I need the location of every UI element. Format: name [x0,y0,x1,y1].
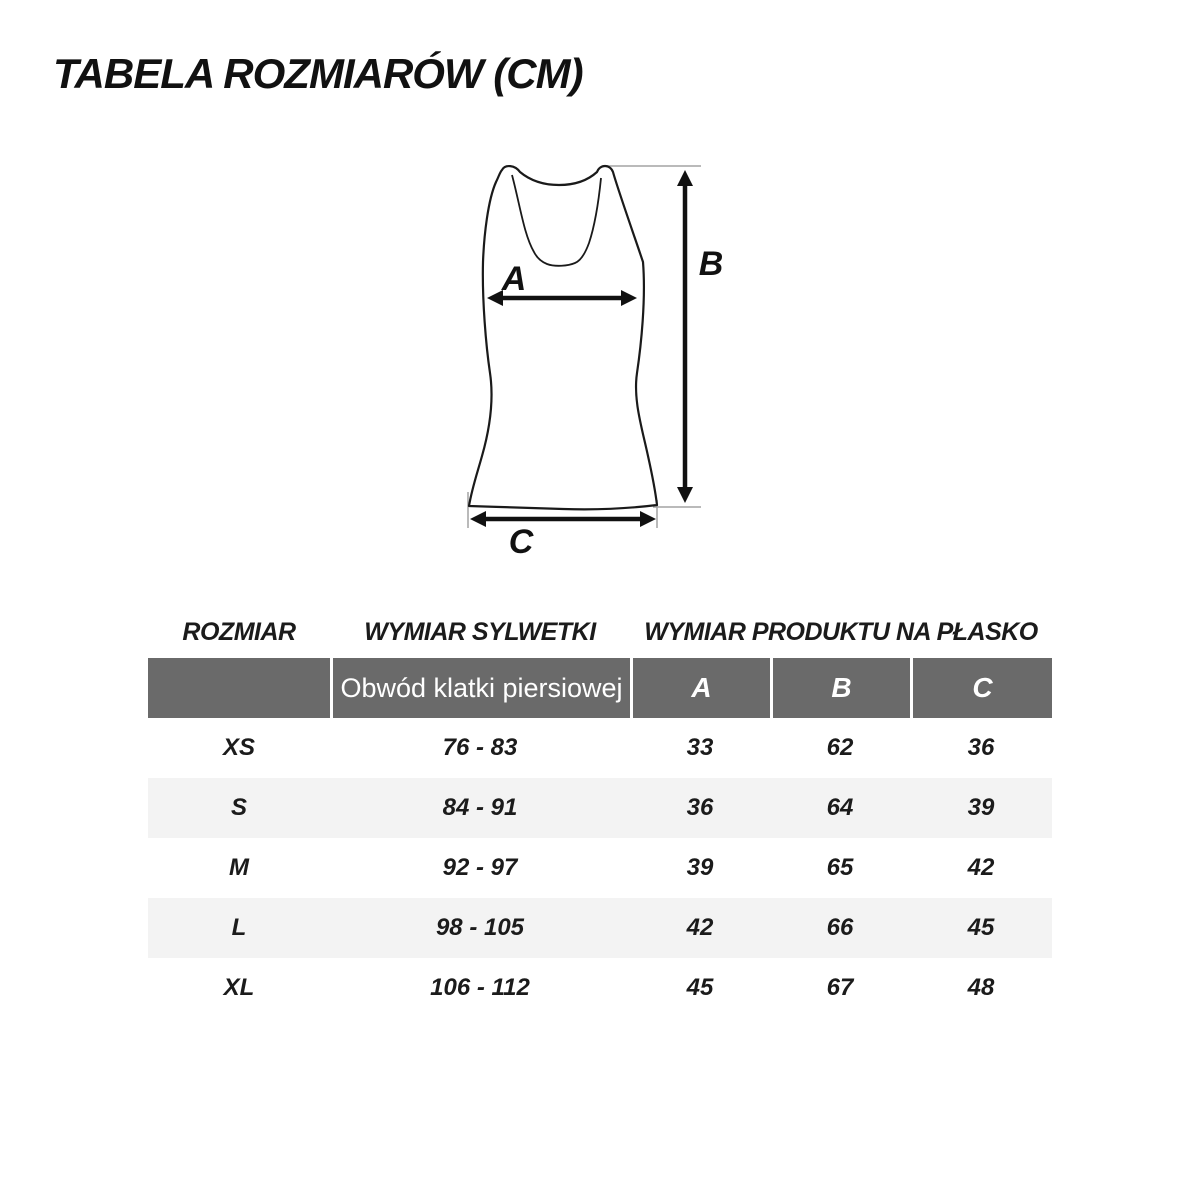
arrow-b [677,170,693,503]
table-header-row [148,658,1052,718]
cell-b: 62 [826,734,854,761]
cell-chest: 84 - 91 [442,794,518,821]
header-cell-chest: Obwód klatki piersiowej [330,658,630,718]
cell-size: S [230,794,247,821]
label-a: A [501,260,527,298]
cell-c: 42 [967,854,995,881]
cell-a: 39 [686,854,714,881]
group-header-product-flat: WYMIAR PRODUKTU NA PŁASKO [644,617,1038,646]
table-row-m [148,838,1052,898]
cell-b: 64 [826,794,854,821]
label-b: B [698,245,724,283]
table-row-l [148,898,1052,958]
cell-c: 36 [967,734,995,761]
label-c: C [508,523,534,561]
cell-b: 67 [826,974,854,1001]
table-row-xs [148,718,1052,778]
header-cell-b: B [770,658,910,718]
group-header-body-measure: WYMIAR SYLWETKI [364,617,596,646]
tank-top-outline [469,166,657,509]
cell-c: 48 [967,974,995,1001]
cell-size: M [229,854,249,881]
group-header-size: ROZMIAR [182,617,296,646]
page-title: TABELA ROZMIARÓW (CM) [53,50,583,97]
cell-size: L [231,914,247,941]
header-cell-c: C [910,658,1052,718]
cell-chest: 76 - 83 [442,734,518,761]
cell-c: 39 [967,794,995,821]
table-row-xl [148,958,1052,1018]
cell-b: 66 [826,914,854,941]
cell-chest: 92 - 97 [442,854,518,881]
cell-a: 33 [686,734,714,761]
header-cell-size [148,658,330,718]
cell-chest: 106 - 112 [430,974,530,1001]
tank-top-diagram [420,140,760,580]
cell-chest: 98 - 105 [435,914,525,941]
cell-b: 65 [826,854,854,881]
cell-a: 45 [686,974,714,1001]
cell-size: XS [222,734,255,761]
cell-a: 36 [686,794,714,821]
table-group-headers [148,612,1052,652]
arrow-c [470,511,656,527]
cell-c: 45 [967,914,995,941]
header-cell-a: A [630,658,770,718]
cell-size: XL [223,974,255,1001]
table-row-s [148,778,1052,838]
size-table [148,612,1052,1018]
cell-a: 42 [686,914,714,941]
